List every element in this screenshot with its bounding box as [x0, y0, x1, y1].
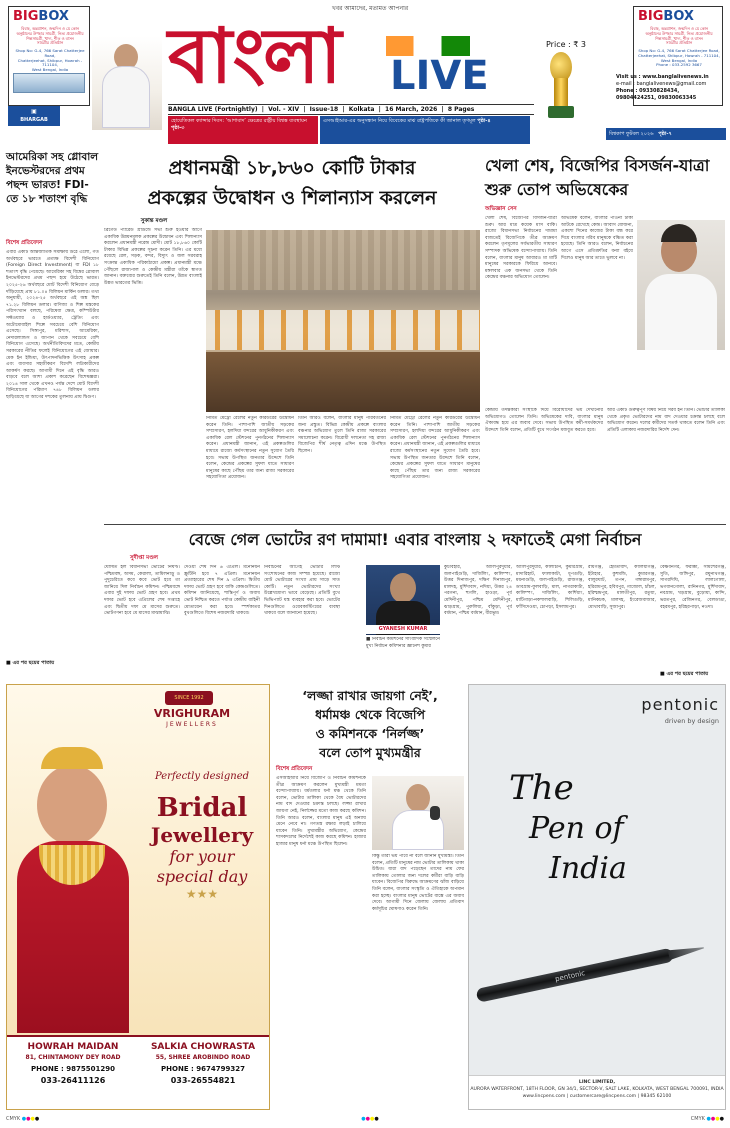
bhargab-logo: ▣ BHARGAB — [8, 106, 60, 126]
election-col-3: নির্বাচনের আগেই ভোটার লিস্ট সংশোধনের কাজ সম্পন্ন হয়েছে। রাজ্যে মোট ভোটারের সংখ্যা প্রায় সাড়ে সাত কোটি। নতুন ভোটারদের সংখ্যা উল্লেখযোগ্য ভাবে বেড়েছে। প্রতিটি বুথে ভিভিপ্যাট যন্ত্র ব্যবহার করা হবে। ভোটের দিনগুলিতে ওয়েবকাস্টিংয়ের ব্যবস্থা থাকবে বলে জানানো হয়েছে। — [264, 565, 340, 617]
vrighuram-since-badge: SINCE 1992 — [165, 691, 213, 705]
vrighuram-sub: JEWELLERS — [166, 721, 218, 728]
left-story-headline: আমেরিকা সহ গ্লোবাল ইনভেস্টরদের প্রথম পছন্দ ভারত! FDI-তে ১৮ শতাংশ বৃদ্ধি — [6, 151, 99, 205]
vrighuram-brand: VRIGHURAM — [153, 707, 231, 720]
pentonic-tagline: driven by design — [664, 717, 719, 725]
masthead-title — [168, 11, 489, 110]
right-story-byline: অভিজ্ঞান সেন — [485, 206, 517, 212]
tagline: খবর আমাদের, মতামত আপনার — [331, 5, 409, 12]
edition-bar: BANGLA LIVE (Fortnightly) | Vol. - XIV | Issue-18 | Kolkata | 16 March, 2026 | 8 Pages — [168, 104, 534, 115]
election-col-6: রায়গঞ্জ, হেমতাবাদ, কালিয়াগঞ্জ, ইটাহার, কুশমন্ডি, কুমারগঞ্জ, বালুরঘাট, তপন, গঙ্গারামপুর, হরিরামপুর, হবিবপুর, গাজোল, চাঁচল, হরিশ্চন্দ্রপুর, মালতীপুর, রতুয়া, মানিকচক, মালদহ, ইংরেজবাজার, মোথাবাড়ি, সুজাপুর। — [588, 565, 656, 610]
right-story-body-right: অভিষেক বলেন, বাংলার পাওনা টাকা আটকে রেখেছে কেন্দ্র। আবাস যোজনা, একশো দিনের কাজের টাকা বন্ধ করে দিয়ে বাংলার গরিব মানুষকে বঞ্চিত করা হয়েছে। তিনি আরও বলেন, নির্বাচনের আগে এসে প্রতিশ্রুতির বন্যা বইয়ে দিলেও মানুষ আর তাতে ভুলবে না। — [561, 216, 633, 261]
election-headline: বেজে গেল ভোটের রণ দামামা! এবার বাংলায় ২ দফাতেই মেগা নির্বাচন — [188, 530, 642, 549]
pentonic-ad[interactable] — [468, 684, 726, 1110]
bigbox-address: Shop No: G-4, 766 Sarat Chatterjee Road, Chatterjeehat, Shibpur, Howrah - 711104, West Bengal, India — [15, 48, 85, 73]
stars-icon: ★★★ — [185, 887, 219, 901]
bigbox-ad-left[interactable] — [8, 6, 90, 106]
lead-byline: সুকান্ত মণ্ডল — [140, 218, 168, 224]
lead-headline-1: প্রধানমন্ত্রী ১৮,৮৬০ কোটি টাকার — [168, 157, 416, 179]
bigbox-logo: BIGBOX — [13, 9, 69, 24]
right-story-body-left: খেলা শেষ, বিজেপির বিসর্জন-যাত্রা শুরু। আর মাত্র কয়েক মাস বাকি। রাজ্যে বিধানসভা নির্বাচনের দামামা বাজতেই বিজেপিকে তীব্র আক্রমণ করলেন তৃণমূলের সর্বভারতীয় সাধারণ সম্পাদক অভিষেক বন্দ্যোপাধ্যায়। তিনি বলেন, বাংলার মানুষ আবারও মা মাটি মানুষের সরকারকে ফিরিয়ে আনবে। মঙ্গলবার এক জনসভা থেকে তিনি কেন্দ্রের বঞ্চনার অভিযোগ তোলেন। — [485, 216, 557, 281]
pentonic-footer: LINC LIMITED, AURORA WATERFRONT, 18TH FLOOR, GN 34/1, SECTOR-V, SALT LAKE, KOLKATA, WEST BENGAL 700091, INDIA www.lincpens.com | customercare@lincpens.com | 98345 62100 — [469, 1075, 725, 1110]
lead-body-left: ব্রিগেড প্যারেড গ্রাউন্ডে সভা শুরু হওয়ার আগে একাধিক উন্নয়নমূলক প্রকল্পের উদ্বোধন এবং শিলান্যাস করলেন প্রধানমন্ত্রী নরেন্দ্র মোদী। মোট ১৮,৮৬০ কোটি টাকার বিভিন্ন প্রকল্পের সূচনা করেন তিনি। এর মধ্যে রয়েছে রেল, সড়ক, বন্দর, বিদ্যুৎ ও জল সরবরাহ সংক্রান্ত একাধিক পরিকাঠামো প্রকল্প। প্রধানমন্ত্রী মঞ্চে পৌঁছলে রাজ্যপাল ও কেন্দ্রীয় মন্ত্রীরা তাঁকে স্বাগত জানান। বক্তব্যের শুরুতেই তিনি বলেন, উন্নত বাংলাই উন্নত ভারতের ভিত্তি। — [104, 228, 202, 286]
left-story-byline: বিশেষ প্রতিবেদন — [6, 240, 43, 246]
price: Price : ₹ 3 — [546, 40, 587, 49]
pen-image — [475, 936, 712, 1007]
bride-image — [11, 725, 135, 1033]
vrighuram-jewellers-ad[interactable] — [6, 684, 270, 1110]
footer-cmyk-right: CMYK ●●●● — [690, 1116, 724, 1122]
pentonic-brand: pentonic — [641, 695, 719, 714]
election-continued[interactable]: ■ এর পর ছয়ের পাতায় — [660, 671, 709, 677]
election-col-7: বৈষ্ণবনগর, ফরাক্কা, সামশেরগঞ্জ, সুতি, জঙ্গিপুর, রঘুনাথগঞ্জ, সাগরদিঘি, লালগোলা, ভগবানগোলা, রানিনগর, মুর্শিদাবাদ, নবগ্রাম, খড়গ্রাম, বুড়োয়া, কান্দি, ভরতপুর, রেজিনগর, বেলডাঙা, বহরমপুর, হরিহরপাড়া, নওদা। — [660, 565, 726, 610]
branch-howrah: HOWRAH MAIDAN 81, CHINTAMONY DEY ROAD PHONE : 9875501290 033-26411126 — [25, 1042, 121, 1085]
right-story[interactable] — [485, 150, 725, 522]
teaser-2[interactable]: এসআইআর-এর অনুসন্ধান নিয়ে বিবেকের মাঝ রাষ্ট্রপতিকে কী জানাল তৃণমূল পৃষ্ঠা-৪ — [320, 116, 530, 144]
bigbox-logo-right: BIGBOX — [638, 9, 694, 24]
branch-salkia: SALKIA CHOWRASTA 55, SHREE AROBINDO ROAD PHONE : 9674799327 033-26554821 — [150, 1042, 256, 1085]
election-col-4: কুচবিহার, আলিপুরদুয়ার, জলপাইগুড়ি, দার্জিলিং, কালিম্পং, উত্তর দিনাজপুর, দক্ষিণ দিনাজপুর, মালদহ, মুর্শিদাবাদ, নদিয়া, উত্তর ২৪ পরগনা, হুগলি, হাওড়া, পূর্ব মেদিনীপুর, পশ্চিম মেদিনীপুর, ঝাড়গ্রাম, পুরুলিয়া, বাঁকুড়া, পূর্ব বর্ধমান, পশ্চিম বর্ধমান, বীরভূম। — [444, 565, 512, 617]
lead-body-right: নির্মিত মেট্রো রেলের নতুন করিডরের উদ্বোধন করেন তিনি। পাশাপাশি জাতীয় সড়কের সম্প্রসারণ, হলদিয়া বন্দরের আধুনিকীকরণ এবং একাধিক রেল স্টেশনের পুনর্গঠনের শিলান্যাস করেন। প্রধানমন্ত্রী জানান, এই প্রকল্পগুলির মাধ্যমে রাজ্যে কর্মসংস্থানের নতুন সুযোগ তৈরি হবে। সভায় উপস্থিত জনতার উদ্দেশে তিনি বলেন, কেন্দ্রের প্রকল্পের সুফল যাতে সাধারণ মানুষের কাছে পৌঁছয় তার জন্য রাজ্য সরকারের সহযোগিতা প্রয়োজন। — [390, 416, 480, 481]
bigbox-description: বিবাহ, অন্নপ্রাশন, জন্মদিন ও যে কোন অনুষ্ঠানের উপহার সামগ্রী, নিত্য প্রয়োজনীয় শিল্পসামগ্রী, খাদ্য, শীত ও বাসন সামগ্রীর প্রতিষ্ঠান — [16, 26, 84, 46]
election-story[interactable] — [104, 524, 726, 680]
footer-cmyk-left: CMYK ●●●● — [6, 1116, 40, 1122]
mid-body-1: এসআইআর নিয়ে বিজেপি ও নির্বাচন কমিশনকে তীব্র আক্রমণ করলেন মুখ্যমন্ত্রী মমতা বন্দ্যোপাধ্যায়। ধর্মতলার ধর্না মঞ্চ থেকে তিনি বলেন, ভোটার তালিকা থেকে বৈধ ভোটারদের নাম বাদ দেওয়ার চক্রান্ত চলছে। লজ্জা রাখার জায়গা নেই, নির্লজ্জের মতো কাজ করছে কমিশন। তিনি আরও বলেন, বাংলার মানুষ এই অন্যায় মেনে নেবে না। গণতন্ত্র রক্ষার লড়াই চালিয়ে যাবেন তিনি। মুখ্যমন্ত্রীর অভিযোগ, কেন্দ্রের শাসকদলের নির্দেশেই কাজ করছে কমিশন। হাজার হাজার মানুষ ধর্না মঞ্চে উপস্থিত ছিলেন। — [276, 776, 366, 847]
lead-story[interactable] — [104, 150, 480, 522]
vrighuram-title: Bridal Jewellery for your special day ★★★ — [135, 793, 269, 901]
left-story-body: এবার একটি আন্তর্জাতিক সমীক্ষায় উঠে এলো, গত অর্থবছরে ভারতে প্রত্যক্ষ বিদেশী বিনিয়োগ (Foreign Direct Investment) বা FDI ১৮ শতাংশ বৃদ্ধি পেয়েছে। আমেরিকা সহ বিশ্বের গ্লোবাল ইনভেস্টরদের প্রথম পছন্দ হয়ে উঠেছে ভারত। ২০২৫-২৬ অর্থবছরে মোট বিদেশী বিনিয়োগ বেড়ে দাঁড়িয়েছে প্রায় ৮১.০৪ বিলিয়ন মার্কিন ডলার। তথ্য অনুযায়ী, ২০২৪-২৫ অর্থবছরে এই অঙ্ক ছিল ৭১.২৮ বিলিয়ন ডলার। বাণিজ্য ও শিল্প মন্ত্রকের পরিসংখ্যান বলছে, পরিষেবা ক্ষেত্র, কম্পিউটার সফ্টওয়্যার ও হার্ডওয়্যার, ট্রেডিং এবং অটোমোবাইল শিল্পে সবচেয়ে বেশি বিনিয়োগ এসেছে। সিঙ্গাপুর, মরিশাস, আমেরিকা, নেদারল্যান্ডস ও জাপান থেকে সবচেয়ে বেশি বিনিয়োগ এসেছে। অর্থনীতিবিদদের মতে, কেন্দ্রীয় সরকারের নীতির ফলেই বিনিয়োগের এই জোয়ার। মেক ইন ইন্ডিয়া, উৎপাদনভিত্তিক উৎসাহ প্রকল্প এবং ব্যবসার সহজীকরণ বিদেশি লগ্নিকারীদের আকর্ষণ করছে। আগামী দিনে এই বৃদ্ধি আরও বাড়বে বলে আশা প্রকাশ করেছেন বিশেষজ্ঞরা। ২০১৪ সাল থেকে এখনও পর্যন্ত দেশে মোট বিদেশী বিনিয়োগের পরিমাণ ৭৪৮ বিলিয়ন ডলার ছাড়িয়েছে যা আগের দশকের তুলনায় প্রায় দ্বিগুণ। — [6, 250, 99, 401]
lead-photo-image — [206, 230, 480, 412]
election-col-1: ঘোষিত হল বিধানসভা ভোটের নির্ঘণ্ট। পশ্চিমবঙ্গ, অসম, কেরালা, তামিলনাড়ু ও পুদুচেরিতে কবে কবে ভোট হবে তা জানিয়ে দিল নির্বাচন কমিশন। পশ্চিমবঙ্গে এবার দুই দফায় ভোট গ্রহণ হবে। প্রথম দফার ভোট হবে এপ্রিলের শেষ সপ্তাহে এবং দ্বিতীয় দফা মে মাসের শুরুতে। ভোটগণনা হবে মে মাসের মাঝামাঝি। — [104, 565, 180, 617]
bigbox-storefront-image — [13, 73, 85, 93]
bigbox-address-right: Shop No: G-4, 766 Sarat Chatterjee Road, Chatterjeehat, Shibpur, Howrah - 711104, West Bengal, India Phone : 033-2592 3667 — [638, 48, 720, 68]
lead-body-mid: নির্মিত মেট্রো রেলের নতুন করিডরের উদ্বোধন করেন তিনি। পাশাপাশি জাতীয় সড়কের সম্প্রসারণ, হলদিয়া বন্দরের আধুনিকীকরণ এবং একাধিক রেল স্টেশনের পুনর্গঠনের শিলান্যাস করেন। প্রধানমন্ত্রী জানান, এই প্রকল্পগুলির মাধ্যমে রাজ্যে কর্মসংস্থানের নতুন সুযোগ তৈরি হবে। সভায় উপস্থিত জনতার উদ্দেশে তিনি বলেন, কেন্দ্রের প্রকল্পের সুফল যাতে সাধারণ মানুষের কাছে পৌঁছয় তার জন্য রাজ্য সরকারের সহযোগিতা প্রয়োজন। — [206, 416, 294, 481]
left-story-continued[interactable]: ■ এর পর ছয়ের পাতায় — [6, 660, 55, 666]
left-story[interactable] — [6, 150, 99, 680]
teaser-3[interactable]: বিশ্বকাপ ফুটবল ২০২৬ পৃষ্ঠা-৭ — [606, 128, 726, 140]
pen-of-india-text: The Pen of India — [509, 768, 627, 886]
election-commissioner-photo-image — [366, 565, 440, 635]
cm-portrait-image — [92, 36, 162, 130]
vrighuram-branches — [7, 1035, 269, 1109]
teaser-1[interactable]: হোয়েতিকল ক্যান্সার দিবস: ‘আশাবাদ’ ক্ষেত্রের রাষ্ট্রীয় বিশ্বস্ত ব্যবস্থায়ন পৃষ্ঠা-৩ — [168, 116, 318, 144]
vrighuram-tagline: Perfectly designed — [154, 771, 250, 782]
right-story-body-bottom2: আর একটি গুরুত্বপূর্ণ বিষয় নিয়ে সরব হন তিনি। ভোটার তালিকা থেকে প্রকৃত ভোটারদের নাম বাদ দেওয়ার চক্রান্ত চলছে বলে অভিযোগ করেন। দলের কর্মীদের সতর্ক থাকতে বলেন তিনি এবং প্রতিটি এলাকায় নজরদারির নির্দেশ দেন। — [607, 408, 725, 433]
mid-byline: বিশেষ প্রতিবেদন — [276, 766, 313, 772]
cm-photo-image — [372, 776, 464, 850]
title-live: LIVE — [390, 53, 489, 99]
abhishek-photo-image — [637, 220, 725, 350]
title-bangla: বাংলা — [168, 11, 340, 100]
right-story-body-bottom1: কেন্দ্রীয় তদন্তকারী সংস্থাকে দিয়ে বিরোধীদের ভয় দেখানোর অভিযোগও তোলেন তিনি। অভিষেকের দাবি, বাংলার মানুষ ঐক্যবদ্ধ হয়ে এর জবাব দেবে। সভায় উপস্থিত কর্মী-সমর্থকদের উদ্দেশে তিনি বলেন, প্রতিটি বুথে সংগঠন মজবুত করতে হবে। — [485, 408, 603, 433]
bigbox-description-right: বিবাহ, অন্নপ্রাশন, জন্মদিন ও যে কোন অনুষ্ঠানের উপহার সামগ্রী, নিত্য প্রয়োজনীয় শিল্পসামগ্রী, খাদ্য, শীত ও বাসন সামগ্রীর প্রতিষ্ঠান — [645, 26, 713, 46]
lead-headline-2: প্রকল্পের উদ্বোধন ও শিলান্যাস করলেন — [147, 187, 437, 209]
election-col-5: আলিপুরদুয়ার, কালচিনি, কুমারগ্রাম, মাদারিহাট, ফালাকাটা, ধূপগুড়ি, ময়নাগুড়ি, জলপাইগুড়ি, রাজগঞ্জ, ডাবগ্রাম-ফুলবাড়ি, মাল, নাগরাকাটা, কালিম্পং, দার্জিলিং, কার্শিয়াং, মাটিগাড়া-নকশালবাড়ি, শিলিগুড়ি, ফাঁসিদেওয়া, চোপড়া, ইসলামপুর। — [516, 565, 584, 610]
mid-headline: ‘লজ্জা রাখার জায়গা নেই’, ধর্মামঞ্চ থেকে বিজেপি ও কমিশনকে ‘নির্লজ্জ’ বলে তোপ মুখ্যমন্ত্রীর — [302, 688, 438, 760]
contact-block: Visit us : www.banglalivenews.in e-mail : banglalivenews@gmail.com Phone : 09330828434, 09804424251, 09830063345 — [616, 74, 709, 101]
election-photo-caption: ■ নির্বাচন কমিশনের সাংবাদিক সম্মেলনে মুখ্য নির্বাচন কমিশনার জ্ঞানেশ কুমার — [366, 637, 440, 649]
right-story-headline: খেলা শেষ, বিজেপির বিসর্জন-যাত্রা শুরু তোপ অভিষেকের — [485, 156, 710, 199]
footer-cmyk-center: ●●●● — [361, 1116, 379, 1122]
mid-body-2: কিন্তু তারা ভয় পাবে না বলে জানান মুখ্যমন্ত্রী। তিনি বলেন, প্রতিটি মানুষের নাম ভোটার তালিকায় থাকা উচিত। যারা বাদ পড়েছেন তাদের নাম ফের তালিকায় তোলার জন্য দলের কর্মীরা বাড়ি বাড়ি যাবেন। বিজেপির বিরুদ্ধে আক্রমণের ঝাঁজ বাড়িয়ে তিনি বলেন, বাংলার সংস্কৃতি ও ঐতিহ্যকে অপমান করা হচ্ছে। বাংলার মানুষ ভোটের বাক্সে এর জবাব দেবে। আগামী দিনে জেলায় জেলায় প্রতিবাদ কর্মসূচির ঘোষণাও করেন তিনি। — [372, 854, 464, 912]
mid-story[interactable] — [276, 684, 464, 1110]
election-col-2: দেওয়া শেষ দিন ৬ এপ্রিল। মনোনয়ন স্ক্রুটিনি হবে ৭ এপ্রিল। মনোনয়ন প্রত্যাহারের শেষ দিন ৯ এপ্রিল। দ্বিতীয় দফায় ভোট গ্রহণ হবে বাকি কেন্দ্রগুলিতে। কমিশন জানিয়েছে, শান্তিপূর্ণ ও অবাধ ভোট নিশ্চিত করতে পর্যাপ্ত কেন্দ্রীয় বাহিনী মোতায়েন করা হবে। স্পর্শকাতর বুথগুলিতে বিশেষ নজরদারি থাকবে। — [184, 565, 260, 617]
election-byline: সুদীপ্তা মণ্ডল — [130, 555, 158, 561]
pen-label: pentonic — [554, 969, 586, 984]
election-photo-nameplate: GYANESH KUMAR — [366, 625, 440, 634]
lead-body-mid2: তিনি আরও বলেন, বাংলার মানুষ পরিবর্তনের জন্য প্রস্তুত। বিভিন্ন কেন্দ্রীয় প্রকল্পে বাংলার বঞ্চনার অভিযোগ তুলে তিনি রাজ্য সরকারের সমালোচনা করেন। বিরোধী দলনেতা সহ রাজ্য বিজেপির শীর্ষ নেতৃত্ব এদিন মঞ্চে উপস্থিত ছিলেন। — [298, 416, 386, 454]
world-cup-trophy-image — [538, 52, 584, 122]
